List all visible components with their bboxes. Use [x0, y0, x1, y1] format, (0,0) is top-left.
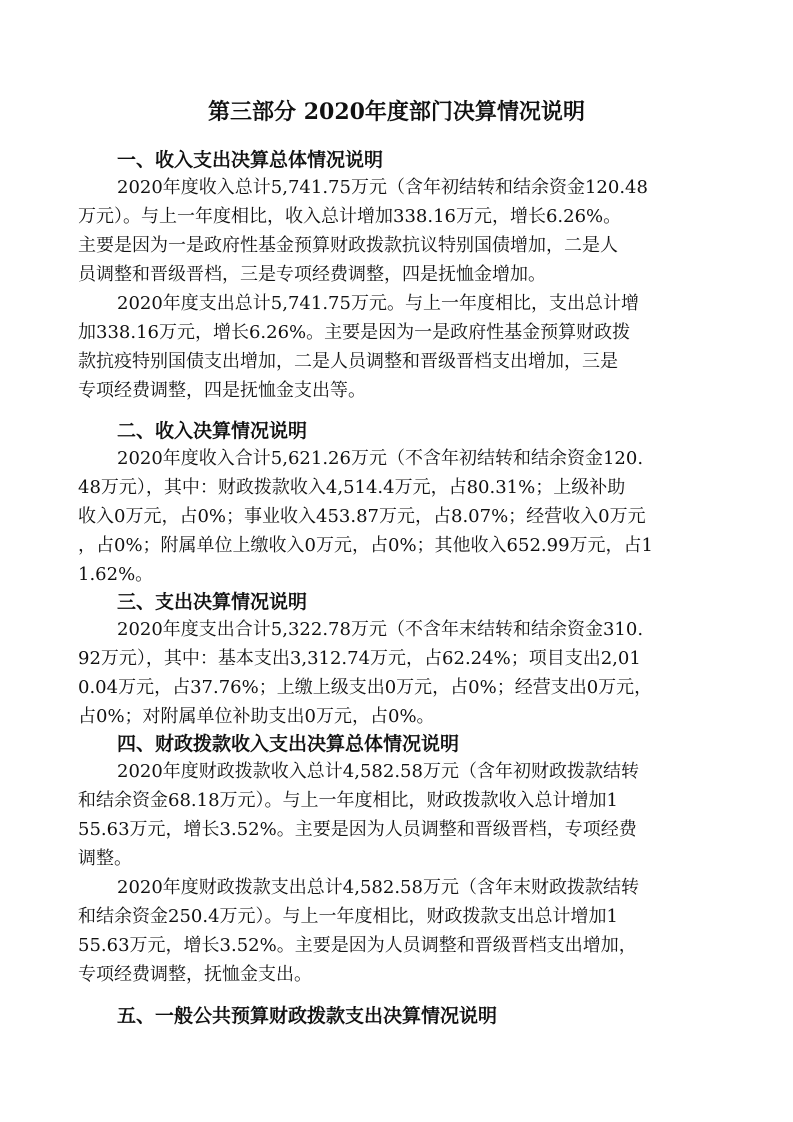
paragraph-line: 55.63万元，增长3.52%。主要是因为人员调整和晋级晋档，专项经费 — [78, 819, 637, 840]
paragraph-line: ，占0%；附属单位上缴收入0万元，占0%；其他收入652.99万元，占1 — [78, 535, 653, 556]
paragraph-line: 加338.16万元，增长6.26%。主要是因为一是政府性基金预算财政拨 — [78, 322, 631, 343]
paragraph-line: 2020年度支出总计5,741.75万元。与上一年度相比，支出总计增 — [117, 293, 639, 314]
paragraph-line: 专项经费调整，四是抚恤金支出等。 — [78, 380, 366, 401]
paragraph-line: 员调整和晋级晋档，三是专项经费调整，四是抚恤金增加。 — [78, 264, 546, 285]
paragraph-line: 48万元），其中：财政拨款收入4,514.4万元，占80.31%；上级补助 — [78, 477, 626, 498]
section-heading-3: 三、支出决算情况说明 — [117, 591, 308, 613]
paragraph-line: 1.62%。 — [78, 564, 154, 585]
paragraph-line: 2020年度收入总计5,741.75万元（含年初结转和结余资金120.48 — [117, 177, 648, 198]
paragraph-line: 2020年度财政拨款支出总计4,582.58万元（含年末财政拨款结转 — [117, 877, 639, 898]
paragraph-line: 专项经费调整，抚恤金支出。 — [78, 964, 312, 985]
paragraph-line: 55.63万元，增长3.52%。主要是因为人员调整和晋级晋档支出增加， — [78, 935, 637, 956]
section-heading-5: 五、一般公共预算财政拨款支出决算情况说明 — [117, 1005, 498, 1027]
paragraph-line: 92万元），其中：基本支出3,312.74万元，占62.24%；项目支出2,01 — [78, 648, 641, 669]
section-heading-1: 一、收入支出决算总体情况说明 — [117, 149, 384, 171]
paragraph-line: 2020年度支出合计5,322.78万元（不含年末结转和结余资金310. — [117, 619, 644, 640]
paragraph-line: 0.04万元，占37.76%；上缴上级支出0万元，占0%；经营支出0万元， — [78, 677, 653, 698]
paragraph-line: 2020年度财政拨款收入总计4,582.58万元（含年初财政拨款结转 — [117, 761, 639, 782]
paragraph-line: 2020年度收入合计5,621.26万元（不含年初结转和结余资金120. — [117, 448, 644, 469]
paragraph-line: 收入0万元，占0%；事业收入453.87万元，占8.07%；经营收入0万元 — [78, 506, 646, 527]
page-title: 第三部分 2020年度部门决算情况说明 — [208, 99, 585, 125]
paragraph-line: 和结余资金68.18万元）。与上一年度相比，财政拨款收入总计增加1 — [78, 790, 618, 811]
paragraph-line: 万元）。与上一年度相比，收入总计增加338.16万元，增长6.26%。 — [78, 206, 622, 227]
paragraph-line: 占0%；对附属单位补助支出0万元，占0%。 — [78, 706, 435, 727]
paragraph-line: 调整。 — [78, 848, 132, 869]
section-heading-2: 二、收入决算情况说明 — [117, 420, 308, 442]
paragraph-line: 款抗疫特别国债支出增加，二是人员调整和晋级晋档支出增加，三是 — [78, 351, 618, 372]
paragraph-line: 和结余资金250.4万元）。与上一年度相比，财政拨款支出总计增加1 — [78, 906, 618, 927]
paragraph-line: 主要是因为一是政府性基金预算财政拨款抗议特别国债增加，二是人 — [78, 235, 618, 256]
section-heading-4: 四、财政拨款收入支出决算总体情况说明 — [117, 733, 460, 755]
